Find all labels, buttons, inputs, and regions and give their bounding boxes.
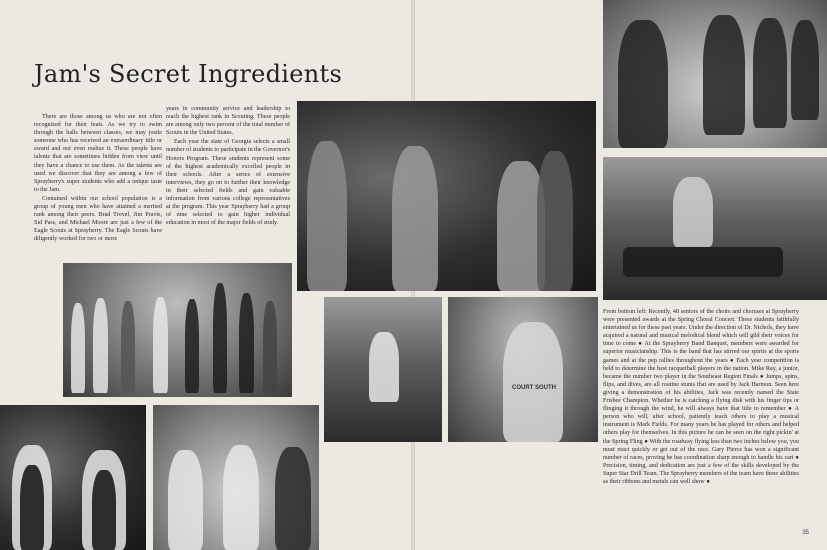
shirt-logo-text: COURT SOUTH: [512, 385, 556, 391]
figure: [618, 20, 668, 148]
page-number: 35: [802, 530, 809, 536]
figure: [392, 146, 438, 291]
figure: [223, 445, 259, 550]
figure: [369, 332, 399, 402]
figure: [185, 299, 199, 393]
figure: [263, 301, 277, 393]
figure: [537, 151, 573, 291]
figure: [20, 465, 44, 550]
figure: [121, 301, 135, 393]
figure: [275, 447, 311, 550]
figure: [239, 293, 254, 393]
photo-band-pickin: [297, 101, 596, 291]
photo-racquetball: [448, 297, 598, 442]
figure: [673, 177, 713, 247]
figure: [791, 20, 819, 120]
figure: [93, 298, 108, 393]
page-title: Jam's Secret Ingredients: [34, 60, 343, 88]
figure: [92, 470, 116, 550]
photo-choir-awards: [153, 405, 319, 550]
caption-column: From bottom left: Recently, 48 seniors of the choirs and choruses at Sprayberry were presented awards at the Spring Choral Concert. These students faithfully entertained us for these past years. Under the direction of Dr. Nichols, they have acquired a natural and musical melodical blend which will gild their voices for time to come ● At the Sprayberry Band Banquet, members were awarded for superior musicianship. This is the band that has stirred our spirits at the sports games and at the pep rallies throughout the years ● Each year competition is held to determine the best racquetball players in the nation. Mike Ray, a junior, became the number two player in the Southeast Region Finals ● Jumps, spins, flips, and dives, are all routine stunts that are used by Jack Harmon. Seen here giving a demonstration of his abilities, Jack was recently named the State Frisbee Champion. Whether he is catching a flying disk with his finger tips or flinging it through the wind, he will always have that title to remember ● A person who will, after school, patiently teach others to play a musical instrument is Mark Fields. For many years he has played for others and helped others play for themselves. In this picture he can be seen on the right pickin' at the Spring Fling ● With the roadway flying less than two inches below you, you must react quickly or get out of the race. Gary Pierce has won a significant number of races, proving he has coordination sharp enough to handle his cart ● Precision, timing, and dedication are just a few of the skills developed by the Super Star Drill Team. The Sprayberry members of the team have these abilities as their ribbons and metals can well show ●: [603, 309, 799, 485]
photo-drill-team: [603, 0, 827, 148]
figure: [623, 247, 783, 277]
figure: [71, 303, 85, 393]
paragraph: Contained within our school population is a group of young men who have attained a merited rank among their peers. Brad Trovel, Jim Pravis, Sid Pass, and Michael Moore are just a few of the Eagle Scouts at Sprayberry. The Eagle Scouts have diligently worked for two or more: [34, 195, 162, 243]
paragraph: Each year the state of Georgia selects a small number of students to participate in the Governor's Honors Program. These students represent some of the highest academically excelled people in their schools. After a series of extensive interviews, they go on to further their knowledge in their selected fields and gain valuable information from various college representatives at the program. This year Sprayberry had a group of nine selected to gain higher individual education in most of the major fields of study.: [166, 139, 290, 227]
photo-eagle-scouts: [0, 405, 146, 550]
paragraph: There are those among us who are not often recognized for their feats. As we try to swim through the halls between classes, we may jostle someone who has received an extraordinary title or award and not even realize it. These people have talents that are sometimes hidden from view until they have a chance to use them. As the talents are used we discover that they are among a few of Sprayberry's super students who add a unique taste to the Jam.: [34, 114, 162, 193]
photo-go-kart: [603, 157, 827, 300]
figure: [168, 450, 203, 550]
figure: [703, 15, 745, 135]
body-column-left: [34, 113, 162, 245]
figure: [307, 141, 347, 291]
photo-frisbee: [324, 297, 442, 442]
body-column-middle: [166, 105, 290, 228]
figure: [753, 18, 787, 128]
paragraph: years in community service and leadership to reach the highest rank in Scouting. These people are among only two percent of the total number of Scouts in the United States.: [166, 106, 290, 137]
figure: [153, 297, 168, 393]
figure: [503, 322, 563, 442]
figure: [213, 283, 227, 393]
photo-honors-group: [63, 263, 292, 397]
